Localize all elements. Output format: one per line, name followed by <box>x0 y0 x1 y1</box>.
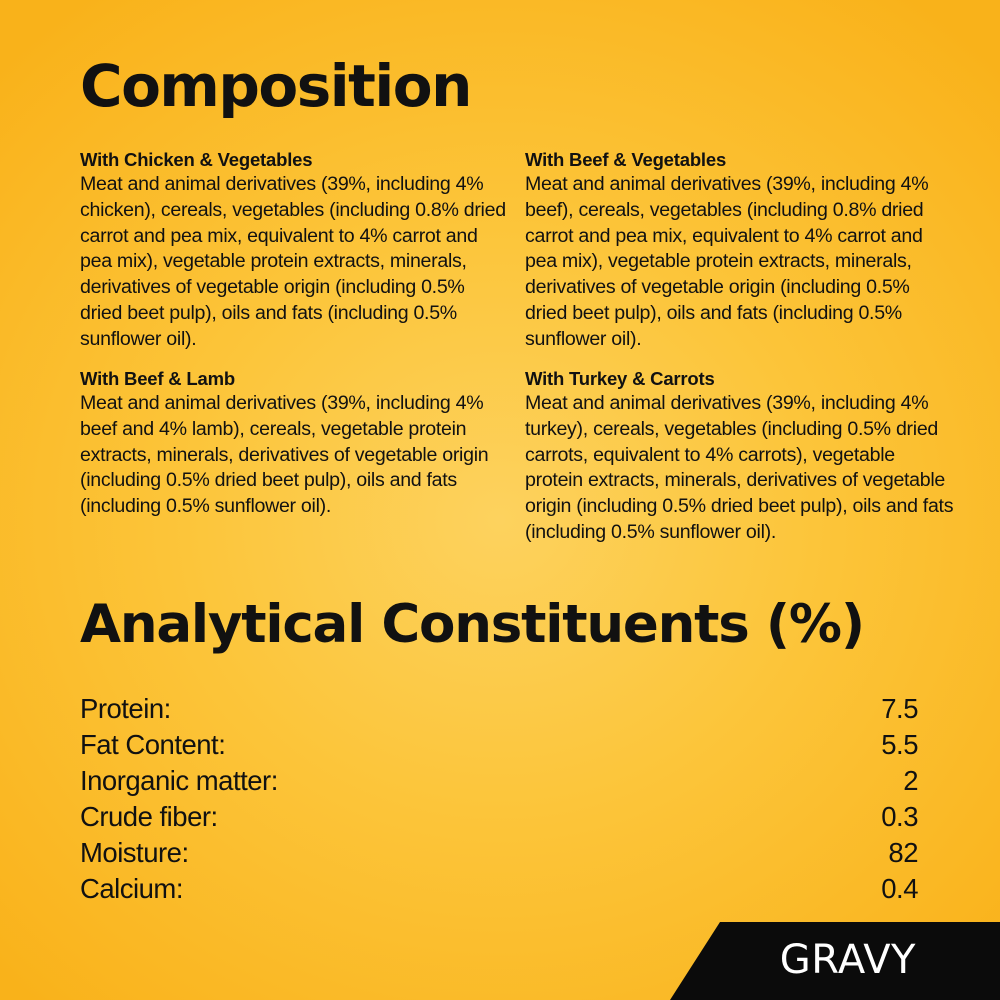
block-heading: With Beef & Vegetables <box>525 149 727 170</box>
analytical-row-fiber <box>80 799 918 835</box>
row-label: Protein: <box>80 693 171 724</box>
row-label: Fat Content: <box>80 729 226 760</box>
block-heading: With Chicken & Vegetables <box>80 149 313 170</box>
row-value: 0.4 <box>881 873 918 904</box>
block-text: Meat and animal derivatives (39%, including 4% turkey), cereals, vegetables (including 0.5% dried carrots, equivalent to 4% carrots), vegetable protein extracts, minerals, derivatives of vegetable origin (including 0.5% dried beet pulp), oils and fats (including 0.5% sunflower oil). <box>525 392 954 543</box>
block-text: Meat and animal derivatives (39%, including 4% beef and 4% lamb), cereals, vegetable protein extracts, minerals, derivatives of vegetable origin (including 0.5% dried beet pulp), oils and fats (including 0.5% sunflower oil). <box>80 392 489 518</box>
row-label: Crude fiber: <box>80 801 218 832</box>
block-text: Meat and animal derivatives (39%, including 4% beef), cereals, vegetables (including 0.8% dried carrot and pea mix, equivalent to 4% carrot and pea mix), vegetable protein extracts, minerals, derivatives of vegetable origin (including 0.5% dried beet pulp), oils and fats (including 0.5% sunflower oil). <box>525 173 929 350</box>
composition-block-beef-vegetables <box>525 147 955 353</box>
analytical-row-protein <box>80 691 918 727</box>
row-label: Inorganic matter: <box>80 765 278 796</box>
row-value: 2 <box>903 765 918 796</box>
row-value: 0.3 <box>881 801 918 832</box>
composition-block-beef-lamb <box>80 366 510 520</box>
row-label: Calcium: <box>80 873 183 904</box>
row-value: 5.5 <box>881 729 918 760</box>
analytical-title: Analytical Constituents (%) <box>80 594 864 655</box>
block-heading: With Turkey & Carrots <box>525 368 715 389</box>
row-value: 7.5 <box>881 693 918 724</box>
block-text: Meat and animal derivatives (39%, including 4% chicken), cereals, vegetables (including 0.8% dried carrot and pea mix, equivalent to 4% carrot and pea mix), vegetable protein extracts, minerals, derivatives of vegetable origin (including 0.5% dried beet pulp), oils and fats (including 0.5% sunflower oil). <box>80 173 506 350</box>
composition-block-turkey-carrots <box>525 366 955 546</box>
row-value: 82 <box>888 837 918 868</box>
gravy-badge-label: GRAVY <box>779 937 916 983</box>
analytical-row-fat <box>80 727 918 763</box>
analytical-row-inorganic <box>80 763 918 799</box>
block-heading: With Beef & Lamb <box>80 368 235 389</box>
analytical-row-moisture <box>80 835 918 871</box>
row-label: Moisture: <box>80 837 189 868</box>
composition-title: Composition <box>80 52 471 120</box>
analytical-list <box>80 691 918 907</box>
composition-block-chicken-vegetables <box>80 147 510 353</box>
analytical-row-calcium <box>80 871 918 907</box>
